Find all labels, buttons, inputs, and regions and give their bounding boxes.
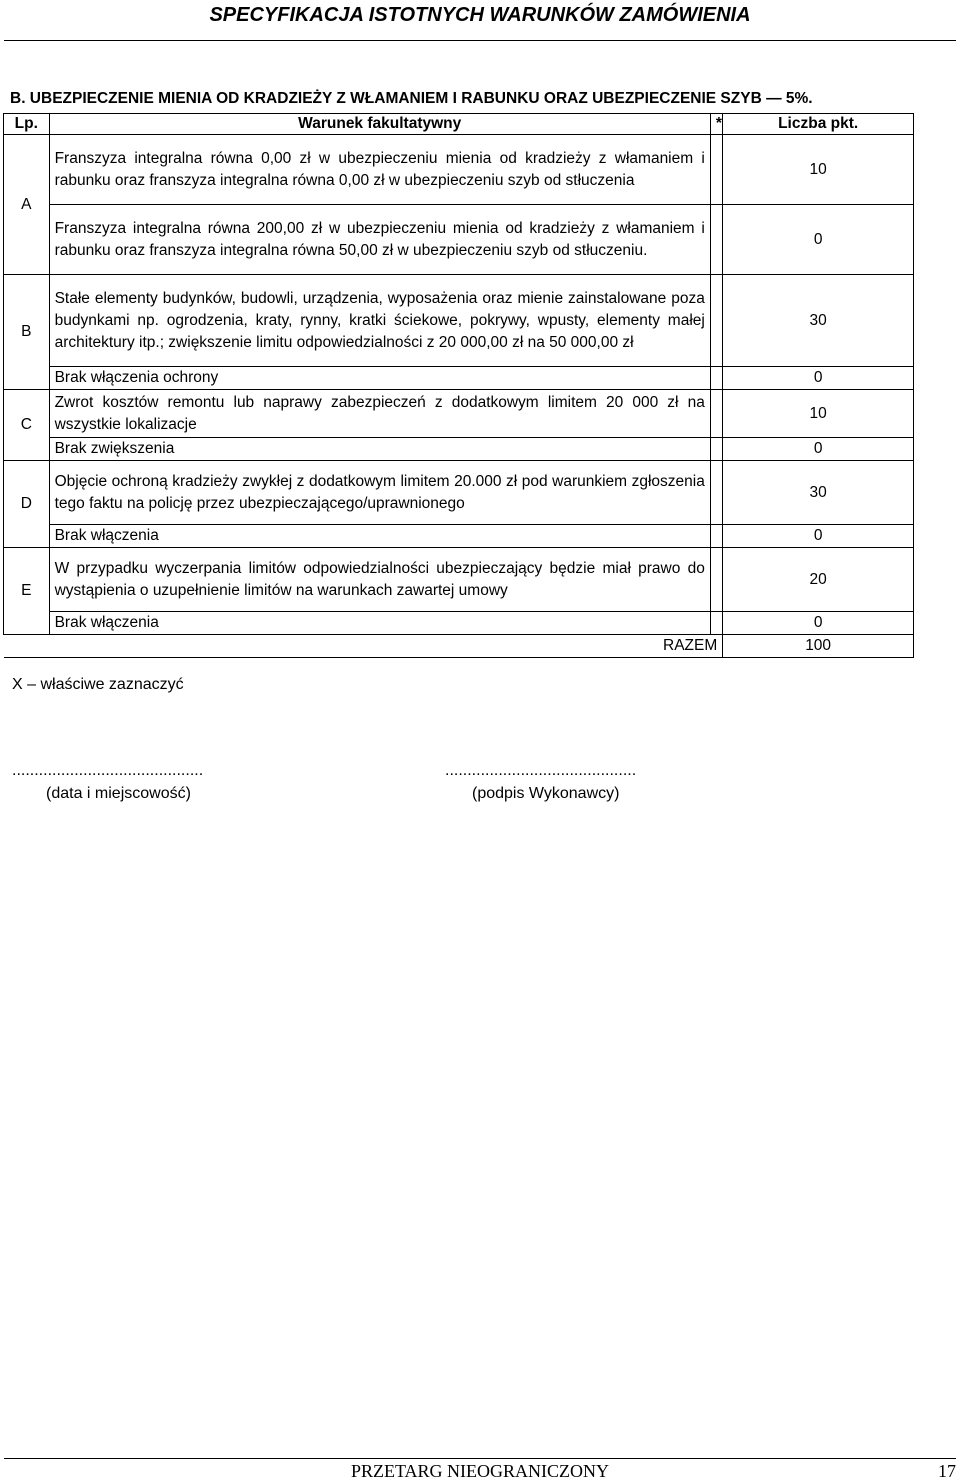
mark-cell[interactable]	[710, 461, 722, 525]
row-label-d: D	[4, 461, 50, 548]
document-header-title: SPECYFIKACJA ISTOTNYCH WARUNKÓW ZAMÓWIENIA	[209, 4, 751, 26]
total-label: RAZEM	[4, 635, 723, 658]
condition-cell: Brak zwiększenia	[49, 438, 710, 461]
mark-cell[interactable]	[710, 390, 722, 438]
table-row	[4, 275, 914, 367]
row-label-e: E	[4, 548, 50, 635]
condition-cell: W przypadku wyczerpania limitów odpowiedzialności ubezpieczający będzie miał prawo do wystąpienia o uzupełnienie limitów na warunkach zawartej umowy	[49, 548, 710, 612]
table-row	[4, 205, 914, 275]
mark-cell[interactable]	[710, 548, 722, 612]
condition-cell: Stałe elementy budynków, budowli, urządzenia, wyposażenia oraz mienie zainstalowane poza budynkami np. ogrodzenia, kraty, rynny, kratki ściekowe, pokrywy, wpusty, elementy małej architektury itp.; zwiększenie limitu odpowiedzialności z 20 000,00 zł na 50 000,00 zł	[49, 275, 710, 367]
condition-cell: Zwrot kosztów remontu lub naprawy zabezpieczeń z dodatkowym limitem 20 000 zł na wszystkie lokalizacje	[49, 390, 710, 438]
page-number: 17	[938, 1461, 956, 1481]
mark-cell[interactable]	[710, 438, 722, 461]
contractor-signature-caption: (podpis Wykonawcy)	[472, 785, 620, 802]
table-row	[4, 367, 914, 390]
marking-note: X – właściwe zaznaczyć	[12, 676, 184, 693]
points-cell: 10	[723, 390, 914, 438]
column-header-points: Liczba pkt.	[723, 114, 914, 135]
points-cell: 0	[723, 612, 914, 635]
table-row	[4, 438, 914, 461]
table-row	[4, 525, 914, 548]
table-header-row	[4, 114, 914, 135]
mark-cell[interactable]	[710, 205, 722, 275]
condition-cell: Brak włączenia	[49, 612, 710, 635]
mark-cell[interactable]	[710, 135, 722, 205]
date-place-caption: (data i miejscowość)	[46, 785, 191, 802]
points-cell: 0	[723, 205, 914, 275]
points-cell: 0	[723, 525, 914, 548]
header-divider	[4, 40, 956, 41]
table-row	[4, 548, 914, 612]
table-row	[4, 461, 914, 525]
contractor-signature-line: ...........................................	[445, 762, 637, 779]
condition-cell: Brak włączenia	[49, 525, 710, 548]
mark-cell[interactable]	[710, 612, 722, 635]
points-cell: 10	[723, 135, 914, 205]
column-header-lp: Lp.	[4, 114, 50, 135]
column-header-condition: Warunek fakultatywny	[49, 114, 710, 135]
date-place-signature-line: ...........................................	[12, 762, 204, 779]
column-header-mark: *	[710, 114, 722, 135]
conditions-table	[3, 113, 914, 658]
table-row	[4, 390, 914, 438]
points-cell: 0	[723, 367, 914, 390]
points-cell: 20	[723, 548, 914, 612]
condition-cell: Franszyza integralna równa 200,00 zł w ubezpieczeniu mienia od kradzieży z włamaniem i rabunku oraz franszyza integralna równa 50,00 zł w ubezpieczeniu szyb od stłuczeniu.	[49, 205, 710, 275]
footer-text: PRZETARG NIEOGRANICZONY	[350, 1461, 610, 1481]
mark-cell[interactable]	[710, 367, 722, 390]
points-cell: 0	[723, 438, 914, 461]
total-points: 100	[723, 635, 914, 658]
footer-divider	[4, 1458, 956, 1459]
condition-cell: Brak włączenia ochrony	[49, 367, 710, 390]
row-label-b: B	[4, 275, 50, 390]
points-cell: 30	[723, 275, 914, 367]
row-label-a: A	[4, 135, 50, 275]
table-row	[4, 612, 914, 635]
section-heading: B. UBEZPIECZENIE MIENIA OD KRADZIEŻY Z WŁAMANIEM I RABUNKU ORAZ UBEZPIECZENIE SZYB — 5%.	[10, 90, 813, 107]
condition-cell: Franszyza integralna równa 0,00 zł w ubezpieczeniu mienia od kradzieży z włamaniem i rabunku oraz franszyza integralna równa 0,00 zł w ubezpieczeniu szyb od stłuczenia	[49, 135, 710, 205]
total-row	[4, 635, 914, 658]
condition-cell: Objęcie ochroną kradzieży zwykłej z dodatkowym limitem 20.000 zł pod warunkiem zgłoszenia tego faktu na policję przez ubezpieczającego/uprawnionego	[49, 461, 710, 525]
table-row	[4, 135, 914, 205]
row-label-c: C	[4, 390, 50, 461]
mark-cell[interactable]	[710, 525, 722, 548]
mark-cell[interactable]	[710, 275, 722, 367]
points-cell: 30	[723, 461, 914, 525]
